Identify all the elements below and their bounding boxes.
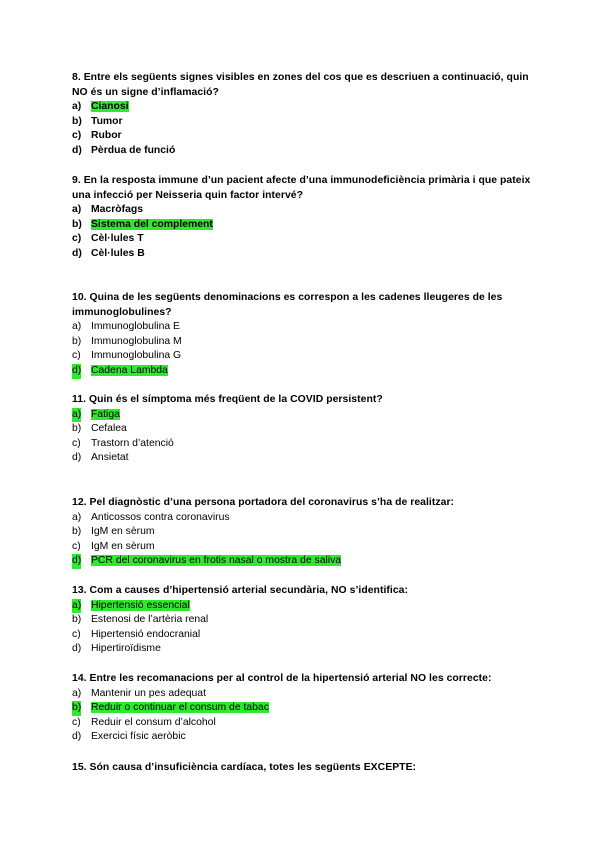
- answer-option: a) Mantenir un pes adequat: [72, 687, 206, 699]
- correct-answer-highlight: Cadena Lambda: [91, 364, 168, 376]
- answer-option: a) Anticossos contra coronavirus: [72, 511, 230, 523]
- question-title: 13. Com a causes d’hipertensió arterial secundària, NO s’identifica:: [72, 585, 409, 596]
- answer-option: d) Cadena Lambda: [72, 364, 542, 379]
- question-10: [72, 291, 542, 379]
- question-title: 12. Pel diagnòstic d’una persona portadora del coronavirus s’ha de realitzar:: [72, 497, 455, 508]
- correct-answer-highlight: Cianosi: [91, 101, 129, 113]
- answer-option: b) Estenosi de l’artèria renal: [72, 614, 209, 626]
- correct-answer-highlight: Reduir o continuar el consum de tabac: [91, 702, 269, 714]
- question-9: [72, 174, 542, 262]
- answer-option: a) Cianosi: [72, 101, 129, 113]
- answer-option: c) Immunoglobulina G: [72, 350, 182, 362]
- answer-option: b) Sistema del complement: [72, 218, 213, 230]
- answer-option: d) PCR del coronavirus en frotis nasal o mostra de saliva: [72, 554, 542, 569]
- answer-option: a) Fatiga: [72, 408, 542, 423]
- answer-option: b) IgM en sèrum: [72, 526, 155, 538]
- question-13: [72, 584, 542, 657]
- answer-option: a) Macròfags: [72, 204, 143, 216]
- answer-option: d) Exercici físic aeròbic: [72, 731, 186, 743]
- answer-option: b) Immunoglobulina M: [72, 335, 182, 347]
- answer-option: a) Hipertensió essencial: [72, 599, 542, 614]
- question-11: [72, 393, 542, 466]
- question-12: [72, 496, 542, 569]
- answer-option: d) Pèrdua de funció: [72, 144, 176, 156]
- answer-option: c) Hipertensió endocranial: [72, 628, 201, 640]
- question-title: 15. Són causa d’insuficiència cardíaca, totes les següents EXCEPTE:: [72, 762, 417, 773]
- question-title: 8. Entre els següents signes visibles en zones del cos que es descriuen a continuació, quin NO és un signe d’inflamació?: [72, 72, 529, 98]
- answer-option: b) Cefalea: [72, 423, 127, 435]
- answer-option: c) Reduir el consum d’alcohol: [72, 716, 216, 728]
- answer-option: d) Cèl·lules B: [72, 247, 145, 259]
- question-title: 9. En la resposta immune d’un pacient afecte d’una immunodeficiència primària i que pateix una infecció per Neisseria quin factor intervé?: [72, 175, 531, 201]
- answer-option: b) Reduir o continuar el consum de tabac: [72, 701, 542, 716]
- answer-option: c) Trastorn d’atenció: [72, 437, 174, 449]
- question-14: [72, 672, 542, 745]
- answer-option: d) Hipertiroïdisme: [72, 643, 161, 655]
- answer-option: c) Cèl·lules T: [72, 233, 144, 245]
- question-title: 14. Entre les recomanacions per al control de la hipertensió arterial NO les correcte:: [72, 673, 492, 684]
- answer-option: a) Immunoglobulina E: [72, 321, 180, 333]
- answer-option: c) Rubor: [72, 130, 122, 142]
- question-15: [72, 761, 542, 776]
- correct-answer-highlight: Fatiga: [91, 408, 120, 420]
- question-title: 11. Quin és el símptoma més freqüent de la COVID persistent?: [72, 394, 383, 405]
- correct-answer-highlight: Hipertensió essencial: [91, 599, 190, 611]
- correct-answer-highlight: PCR del coronavirus en frotis nasal o mostra de saliva: [91, 555, 342, 567]
- answer-option: b) Tumor: [72, 115, 123, 127]
- answer-option: c) IgM en sèrum: [72, 540, 155, 552]
- answer-option: d) Ansietat: [72, 452, 129, 464]
- question-8: [72, 71, 542, 159]
- question-title: 10. Quina de les següents denominacions es correspon a les cadenes lleugeres de les immunoglobulines?: [72, 292, 503, 318]
- correct-answer-highlight: Sistema del complement: [91, 218, 213, 230]
